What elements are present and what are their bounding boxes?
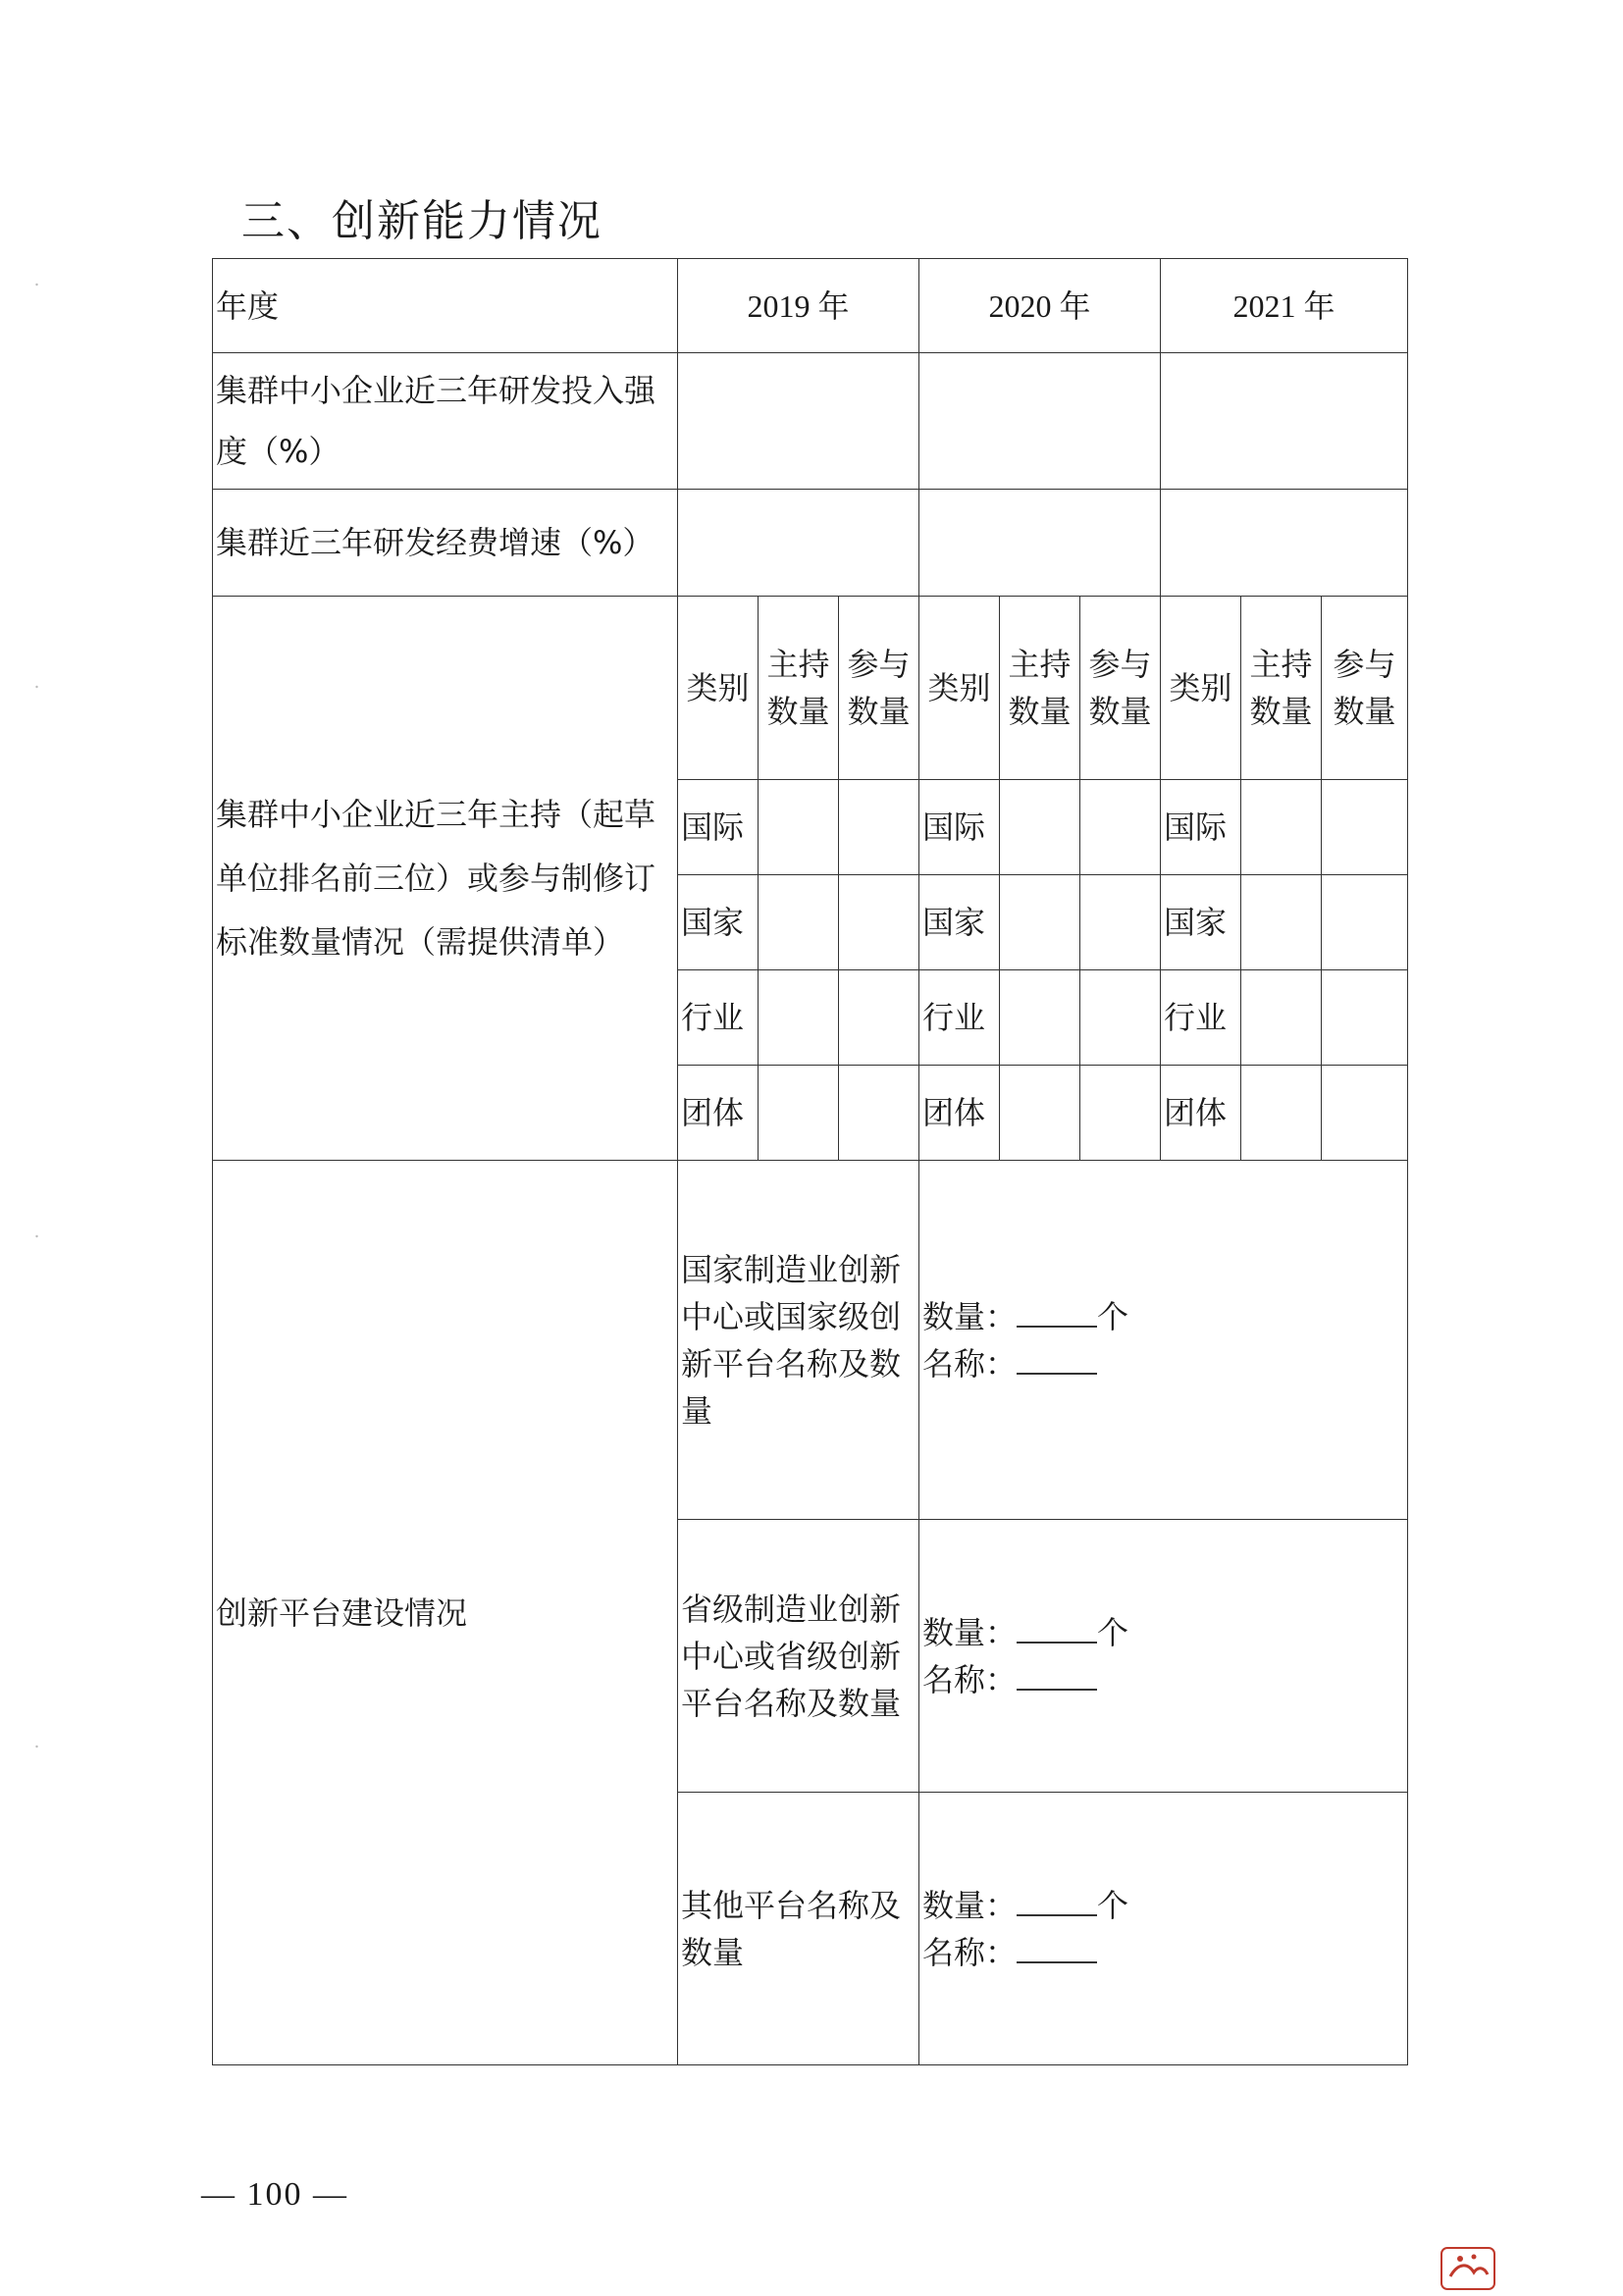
count-blank[interactable]	[1017, 1294, 1097, 1328]
platform-provincial-label: 省级制造业创新中心或省级创新平台名称及数量	[678, 1520, 919, 1793]
standards-header-row	[213, 597, 1408, 780]
stamp-mark	[1450, 2266, 1488, 2276]
rd-intensity-row	[213, 353, 1408, 490]
host-industry-2019[interactable]	[759, 970, 839, 1066]
participate-count-header-2021: 参与数量	[1322, 597, 1408, 780]
host-national-2021[interactable]	[1241, 875, 1322, 970]
category-national-2020: 国家	[919, 875, 1000, 970]
year-2021: 2021 年	[1161, 259, 1408, 353]
year-2020: 2020 年	[919, 259, 1161, 353]
host-international-2020[interactable]	[1000, 780, 1080, 875]
count-suffix: 个	[1097, 1886, 1129, 1924]
category-group-2019: 团体	[678, 1066, 759, 1161]
category-international-2021: 国际	[1161, 780, 1241, 875]
platform-provincial-count-line	[922, 1609, 1404, 1656]
host-count-header-2020: 主持数量	[1000, 597, 1080, 780]
category-group-2021: 团体	[1161, 1066, 1241, 1161]
category-header-2020: 类别	[919, 597, 1000, 780]
count-suffix: 个	[1097, 1297, 1129, 1335]
category-group-2020: 团体	[919, 1066, 1000, 1161]
host-group-2020[interactable]	[1000, 1066, 1080, 1161]
participate-industry-2020[interactable]	[1080, 970, 1161, 1066]
participate-group-2019[interactable]	[839, 1066, 919, 1161]
count-blank[interactable]	[1017, 1883, 1097, 1916]
host-industry-2020[interactable]	[1000, 970, 1080, 1066]
host-group-2019[interactable]	[759, 1066, 839, 1161]
platform-other-label: 其他平台名称及数量	[678, 1793, 919, 2065]
category-industry-2020: 行业	[919, 970, 1000, 1066]
year-label: 年度	[213, 259, 678, 353]
category-industry-2021: 行业	[1161, 970, 1241, 1066]
seal-stamp-icon	[1440, 2247, 1495, 2290]
platform-other-name-line	[922, 1929, 1404, 1976]
participate-industry-2019[interactable]	[839, 970, 919, 1066]
name-blank[interactable]	[1017, 1341, 1097, 1375]
count-prefix: 数量：	[922, 1613, 1018, 1651]
margin-marks	[35, 275, 38, 2041]
standards-label: 集群中小企业近三年主持（起草单位排名前三位）或参与制修订标准数量情况（需提供清单）	[213, 597, 678, 1161]
platform-other-fill[interactable]	[919, 1793, 1408, 2065]
category-header-2019: 类别	[678, 597, 759, 780]
category-header-2021: 类别	[1161, 597, 1241, 780]
platform-label: 创新平台建设情况	[213, 1161, 678, 2065]
host-industry-2021[interactable]	[1241, 970, 1322, 1066]
rd-growth-row	[213, 490, 1408, 597]
platform-national-fill[interactable]	[919, 1161, 1408, 1520]
host-count-header-2019: 主持数量	[759, 597, 839, 780]
category-international-2020: 国际	[919, 780, 1000, 875]
platform-national-count-line	[922, 1293, 1404, 1340]
participate-group-2020[interactable]	[1080, 1066, 1161, 1161]
rd-growth-2020-cell[interactable]	[919, 490, 1161, 597]
participate-national-2020[interactable]	[1080, 875, 1161, 970]
host-count-header-2021: 主持数量	[1241, 597, 1322, 780]
participate-count-header-2019: 参与数量	[839, 597, 919, 780]
count-prefix: 数量：	[922, 1297, 1018, 1335]
rd-intensity-label: 集群中小企业近三年研发投入强度（%）	[213, 353, 678, 490]
participate-group-2021[interactable]	[1322, 1066, 1408, 1161]
category-national-2021: 国家	[1161, 875, 1241, 970]
count-suffix: 个	[1097, 1613, 1129, 1651]
innovation-capability-table	[212, 258, 1408, 2065]
page-number: — 100 —	[201, 2176, 348, 2213]
participate-count-header-2020: 参与数量	[1080, 597, 1161, 780]
rd-intensity-2020-cell[interactable]	[919, 353, 1161, 490]
name-blank[interactable]	[1017, 1657, 1097, 1691]
category-industry-2019: 行业	[678, 970, 759, 1066]
host-national-2020[interactable]	[1000, 875, 1080, 970]
name-prefix: 名称：	[922, 1660, 1018, 1698]
year-header-row	[213, 259, 1408, 353]
participate-international-2019[interactable]	[839, 780, 919, 875]
platform-national-label: 国家制造业创新中心或国家级创新平台名称及数量	[678, 1161, 919, 1520]
rd-growth-2021-cell[interactable]	[1161, 490, 1408, 597]
year-2019: 2019 年	[678, 259, 919, 353]
rd-growth-label: 集群近三年研发经费增速（%）	[213, 490, 678, 597]
name-prefix: 名称：	[922, 1344, 1018, 1383]
participate-international-2021[interactable]	[1322, 780, 1408, 875]
stamp-frame	[1441, 2248, 1494, 2289]
rd-intensity-2019-cell[interactable]	[678, 353, 919, 490]
host-international-2021[interactable]	[1241, 780, 1322, 875]
host-group-2021[interactable]	[1241, 1066, 1322, 1161]
count-prefix: 数量：	[922, 1886, 1018, 1924]
platform-other-count-line	[922, 1882, 1404, 1929]
host-national-2019[interactable]	[759, 875, 839, 970]
platform-national-name-line	[922, 1340, 1404, 1387]
participate-international-2020[interactable]	[1080, 780, 1161, 875]
host-international-2019[interactable]	[759, 780, 839, 875]
name-blank[interactable]	[1017, 1930, 1097, 1963]
rd-growth-2019-cell[interactable]	[678, 490, 919, 597]
participate-national-2019[interactable]	[839, 875, 919, 970]
category-international-2019: 国际	[678, 780, 759, 875]
platform-provincial-fill[interactable]	[919, 1520, 1408, 1793]
name-prefix: 名称：	[922, 1933, 1018, 1971]
category-national-2019: 国家	[678, 875, 759, 970]
rd-intensity-2021-cell[interactable]	[1161, 353, 1408, 490]
participate-industry-2021[interactable]	[1322, 970, 1408, 1066]
count-blank[interactable]	[1017, 1610, 1097, 1644]
platform-row-national	[213, 1161, 1408, 1520]
platform-provincial-name-line	[922, 1656, 1404, 1703]
section-title: 三、创新能力情况	[241, 196, 602, 246]
participate-national-2021[interactable]	[1322, 875, 1408, 970]
